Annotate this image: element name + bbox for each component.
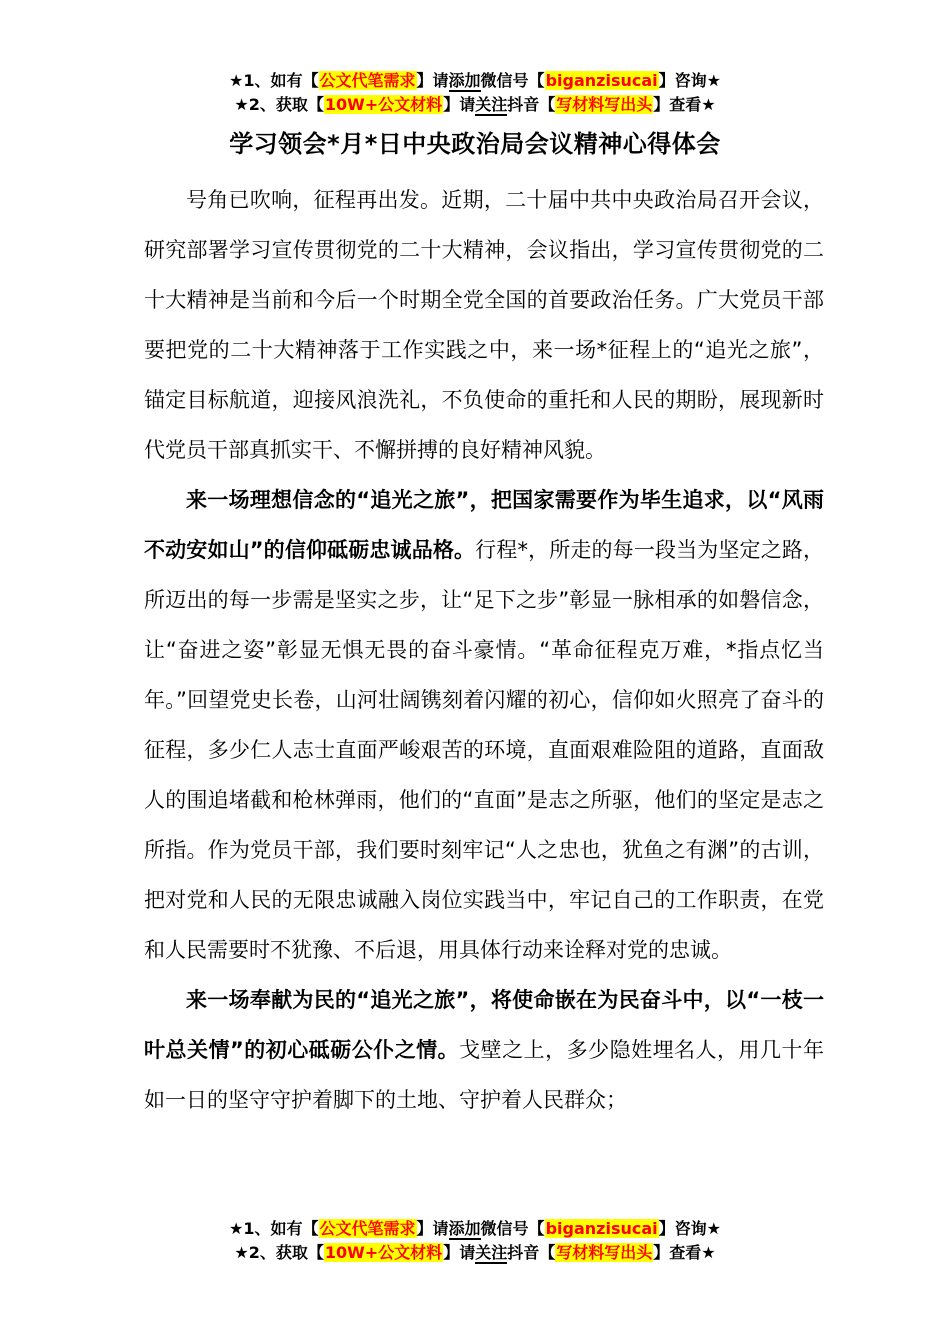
promo-text: ★2、获取【 [234, 95, 324, 114]
highlight-service: 公文代笔需求 [319, 1219, 416, 1238]
footer-promo-line-2 [0, 1242, 950, 1264]
highlight-service: 公文代笔需求 [319, 71, 416, 90]
header-promo-line-1 [0, 70, 950, 92]
paragraph-text: 行程*，所走的每一段当为坚定之路，所迈出的每一步需是坚实之步，让“足下之步”彰显一脉相承的如磐信念，让“奋进之姿”彰显无惧无畏的奋斗豪情。“革命征程克万难，*指点忆当年。”回望党史长卷，山河壮阔镌刻着闪耀的初心，信仰如火照亮了奋斗的征程，多少仁人志士直面严峻艰苦的环境，直面艰难险阻的道路，直面敌人的围追堵截和枪林弹雨，他们的“直面”是志之所驱，他们的坚定是志之所指。作为党员干部，我们要时刻牢记“人之忠也，犹鱼之有渊”的古训，把对党和人民的无限忠诚融入岗位实践当中，牢记自己的工作职责，在党和人民需要时不犹豫、不后退，用具体行动来诠释对党的忠诚。 [144, 538, 824, 962]
promo-keyword: 添加 [448, 1219, 481, 1238]
promo-text: 微信号【 [480, 71, 545, 90]
promo-keyword: 关注 [475, 1243, 508, 1262]
promo-text: 抖音【 [507, 95, 556, 114]
promo-text: 抖音【 [507, 1243, 556, 1262]
highlight-materials: 10W+公文材料 [324, 95, 443, 114]
promo-text: 微信号【 [480, 1219, 545, 1238]
promo-text: 】查看★ [653, 1243, 716, 1262]
highlight-materials: 10W+公文材料 [324, 1243, 443, 1262]
paragraph [144, 975, 824, 1125]
paragraph [144, 175, 824, 475]
document-body [144, 175, 824, 1125]
paragraph-lead: 来一场理想信念的“追光之旅”，把国家需要作为毕生追求，以“风雨不动安如山”的信仰砥砺忠诚品格。 [144, 488, 824, 562]
promo-text: 】请 [443, 1243, 476, 1262]
promo-text: 】咨询★ [658, 71, 721, 90]
document-title: 学习领会*月*日中央政治局会议精神心得体会 [229, 130, 721, 158]
promo-text: ★1、如有【 [229, 1219, 319, 1238]
highlight-wechat-id: biganzisucai [545, 1219, 658, 1238]
footer-promo-line-1 [0, 1218, 950, 1240]
header-promo-line-2 [0, 94, 950, 116]
promo-text: 】咨询★ [658, 1219, 721, 1238]
paragraph-lead: 来一场奉献为民的“追光之旅”，将使命嵌在为民奋斗中，以“一枝一叶总关情”的初心砥砺公仆之情。 [144, 988, 824, 1062]
promo-text: 】请 [416, 1219, 449, 1238]
highlight-douyin-id: 写材料写出头 [556, 1243, 653, 1262]
highlight-wechat-id: biganzisucai [545, 71, 658, 90]
highlight-douyin-id: 写材料写出头 [556, 95, 653, 114]
promo-text: 】查看★ [653, 95, 716, 114]
promo-text: 】请 [416, 71, 449, 90]
promo-text: ★2、获取【 [234, 1243, 324, 1262]
paragraph-text: 号角已吹响，征程再出发。近期，二十届中共中央政治局召开会议，研究部署学习宣传贯彻党的二十大精神，会议指出，学习宣传贯彻党的二十大精神是当前和今后一个时期全党全国的首要政治任务。广大党员干部要把党的二十大精神落于工作实践之中，来一场*征程上的“追光之旅”，锚定目标航道，迎接风浪洗礼，不负使命的重托和人民的期盼，展现新时代党员干部真抓实干、不懈拼搏的良好精神风貌。 [144, 188, 824, 462]
paragraph-text: 戈壁之上，多少隐姓埋名人，用几十年如一日的坚守守护着脚下的土地、守护着人民群众； [144, 1038, 824, 1112]
promo-keyword: 关注 [475, 95, 508, 114]
promo-text: 】请 [443, 95, 476, 114]
paragraph [144, 475, 824, 975]
promo-text: ★1、如有【 [229, 71, 319, 90]
promo-keyword: 添加 [448, 71, 481, 90]
